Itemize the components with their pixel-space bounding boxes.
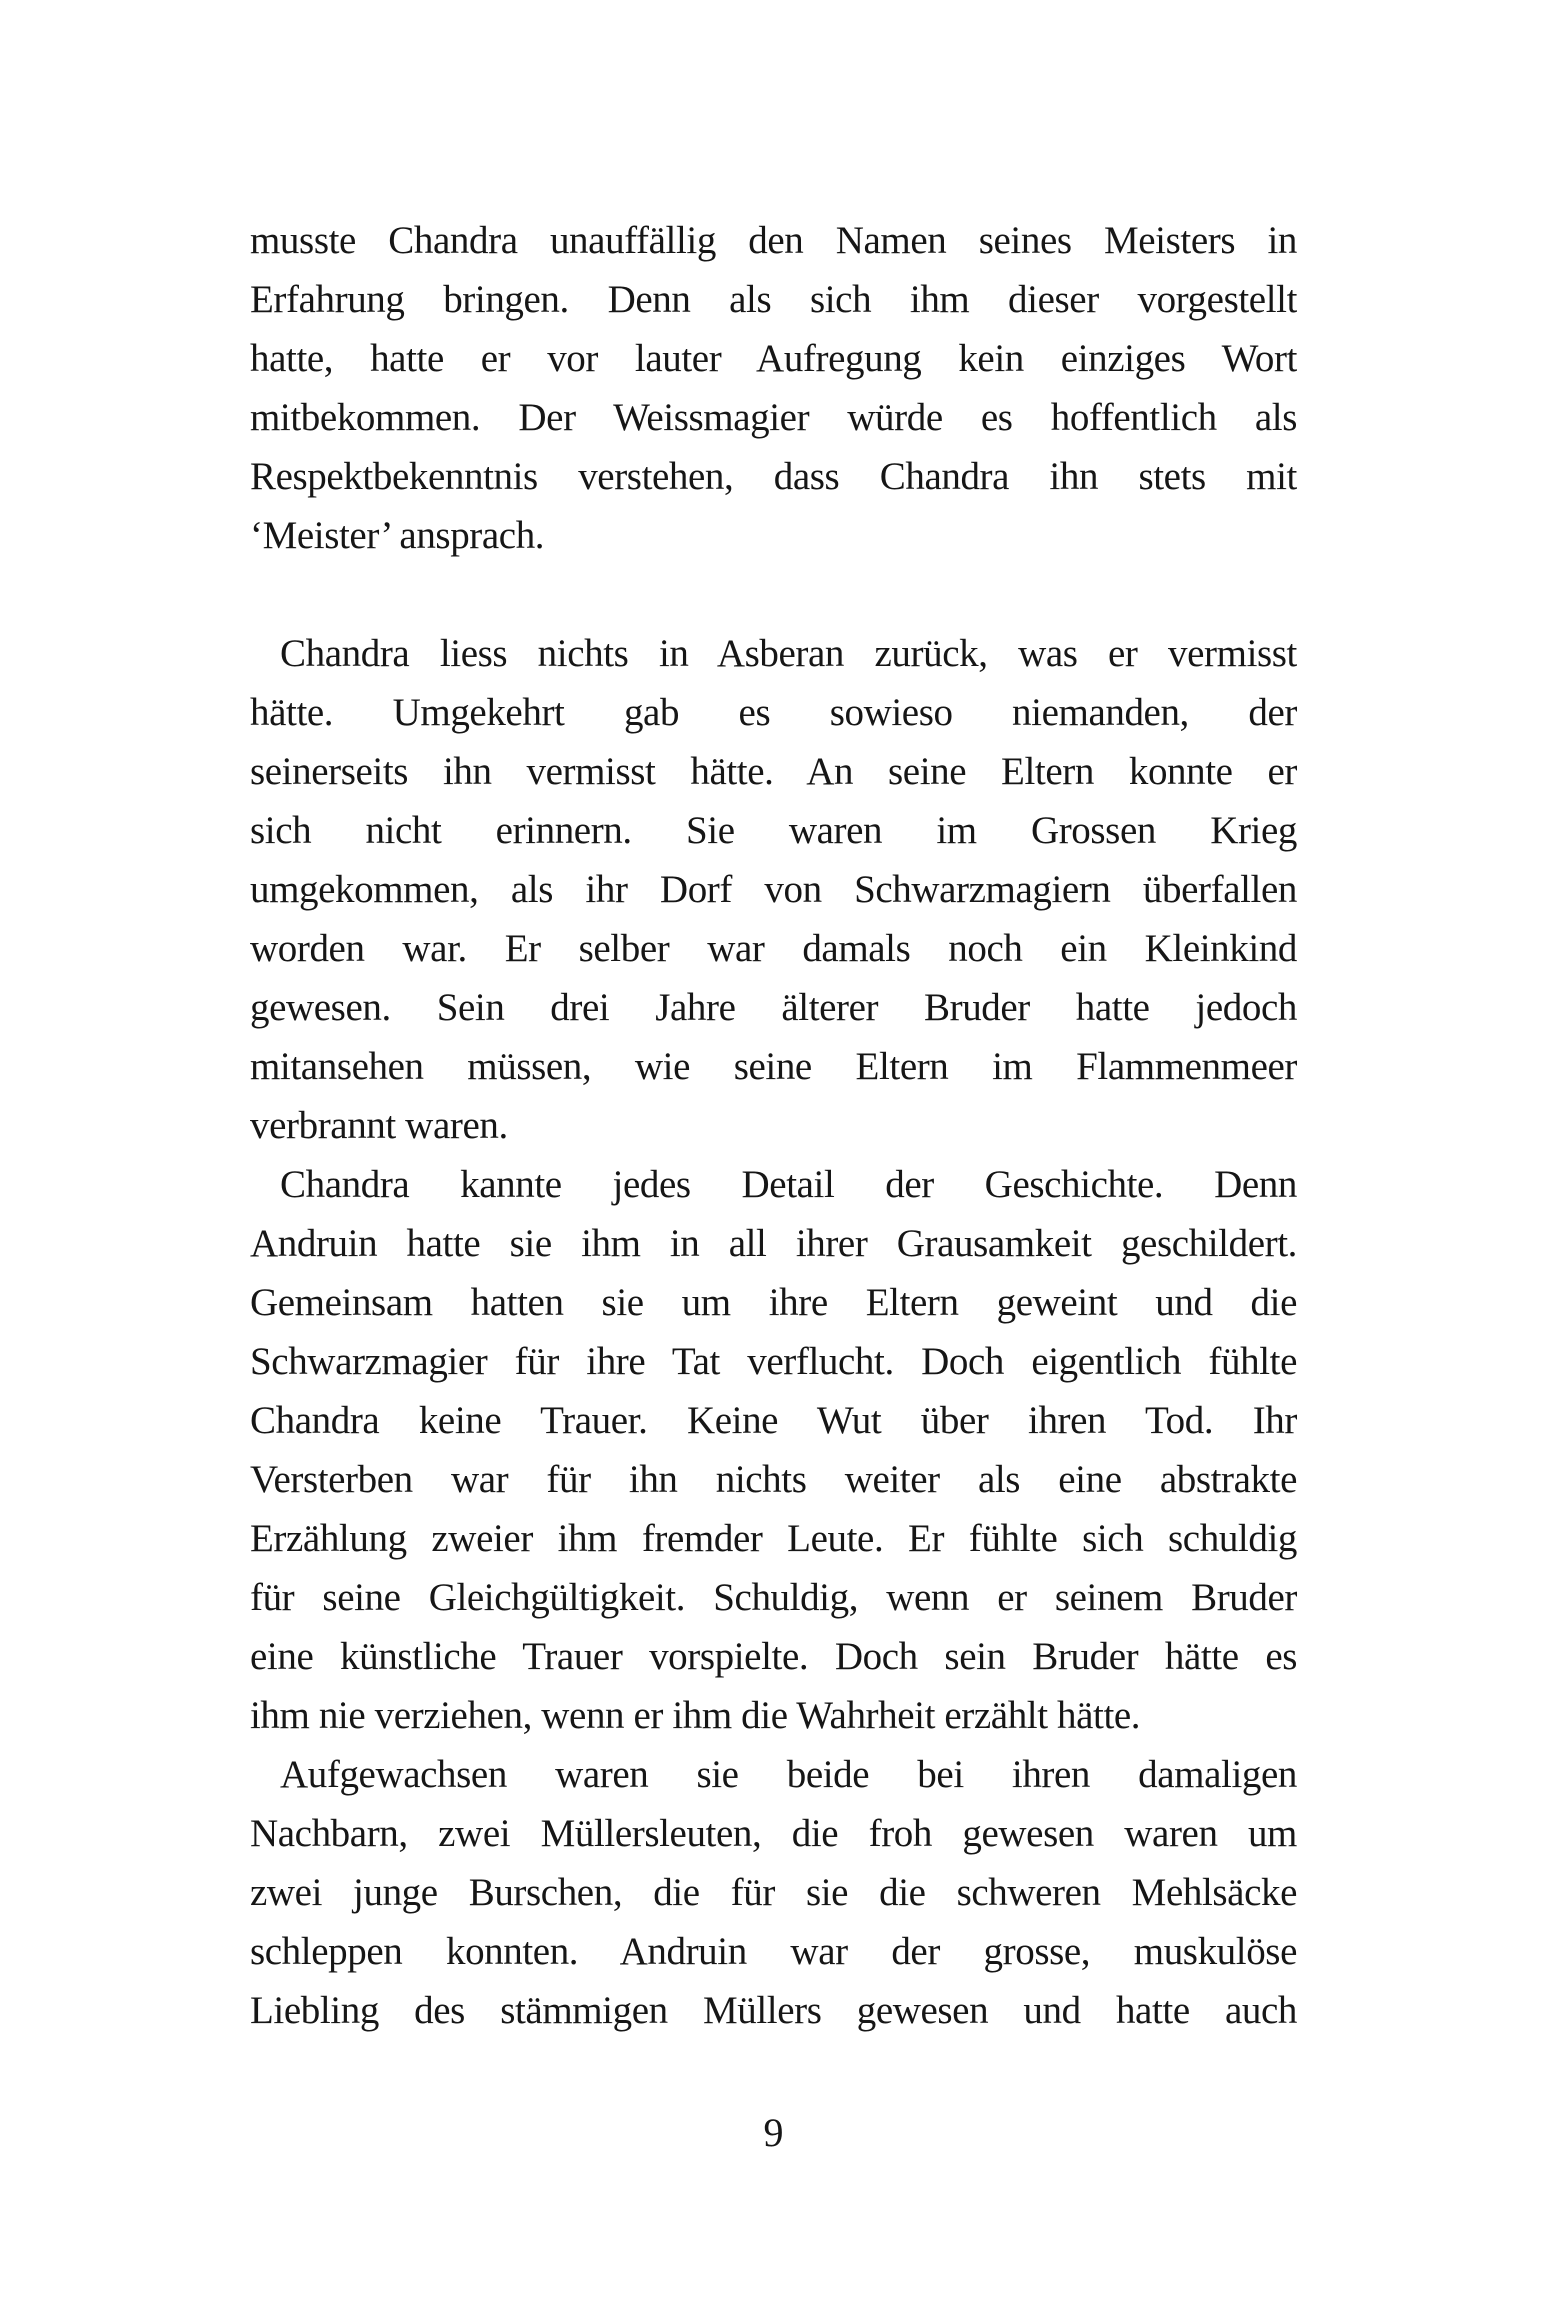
- text-line: musste Chandra unauffällig den Namen seines Meisters in: [250, 219, 1297, 262]
- text-line: seinerseits ihn vermisst hätte. An seine Eltern konnte er: [250, 750, 1297, 793]
- text-line: Versterben war für ihn nichts weiter als eine abstrakte: [250, 1458, 1297, 1501]
- text-line: ‘Meister’ ansprach.: [250, 514, 545, 557]
- text-line: mitansehen müssen, wie seine Eltern im Flammenmeer: [250, 1045, 1297, 1088]
- text-line: schleppen konnten. Andruin war der grosse, muskulöse: [250, 1930, 1297, 1973]
- paragraph: [250, 624, 1297, 1155]
- text-line: Chandra kannte jedes Detail der Geschichte. Denn: [280, 1163, 1297, 1206]
- text-line: Schwarzmagier für ihre Tat verflucht. Doch eigentlich fühlte: [250, 1340, 1297, 1383]
- page-number: 9: [763, 2110, 784, 2155]
- text-line: Gemeinsam hatten sie um ihre Eltern geweint und die: [250, 1281, 1297, 1324]
- text-line: Respektbekenntnis verstehen, dass Chandra ihn stets mit: [250, 455, 1297, 498]
- paragraph: [250, 1745, 1297, 2040]
- text-line: worden war. Er selber war damals noch ein Kleinkind: [250, 927, 1297, 970]
- text-line: Aufgewachsen waren sie beide bei ihren damaligen: [280, 1753, 1297, 1796]
- text-line: für seine Gleichgültigkeit. Schuldig, wenn er seinem Bruder: [250, 1576, 1297, 1619]
- paragraph: [250, 211, 1297, 565]
- text-line: Liebling des stämmigen Müllers gewesen und hatte auch: [250, 1989, 1297, 2032]
- text-line: Chandra liess nichts in Asberan zurück, was er vermisst: [280, 632, 1297, 675]
- text-line: Chandra keine Trauer. Keine Wut über ihren Tod. Ihr: [250, 1399, 1297, 1442]
- text-line: Erzählung zweier ihm fremder Leute. Er fühlte sich schuldig: [250, 1517, 1297, 1560]
- paragraph: [250, 1155, 1297, 1745]
- text-line: Nachbarn, zwei Müllersleuten, die froh gewesen waren um: [250, 1812, 1297, 1855]
- text-line: hatte, hatte er vor lauter Aufregung kein einziges Wort: [250, 337, 1297, 380]
- text-line: mitbekommen. Der Weissmagier würde es hoffentlich als: [250, 396, 1297, 439]
- text-line: verbrannt waren.: [250, 1104, 508, 1147]
- text-line: ihm nie verziehen, wenn er ihm die Wahrheit erzählt hätte.: [250, 1694, 1141, 1737]
- text-line: zwei junge Burschen, die für sie die schweren Mehlsäcke: [250, 1871, 1297, 1914]
- text-line: Andruin hatte sie ihm in all ihrer Grausamkeit geschildert.: [250, 1222, 1297, 1265]
- text-line: eine künstliche Trauer vorspielte. Doch sein Bruder hätte es: [250, 1635, 1297, 1678]
- text-line: hätte. Umgekehrt gab es sowieso niemanden, der: [250, 691, 1297, 734]
- text-line: sich nicht erinnern. Sie waren im Grossen Krieg: [250, 809, 1297, 852]
- text-line: gewesen. Sein drei Jahre älterer Bruder hatte jedoch: [250, 986, 1297, 1029]
- text-line: Erfahrung bringen. Denn als sich ihm dieser vorgestellt: [250, 278, 1297, 321]
- text-line: umgekommen, als ihr Dorf von Schwarzmagiern überfallen: [250, 868, 1297, 911]
- page-text: [250, 211, 1297, 2040]
